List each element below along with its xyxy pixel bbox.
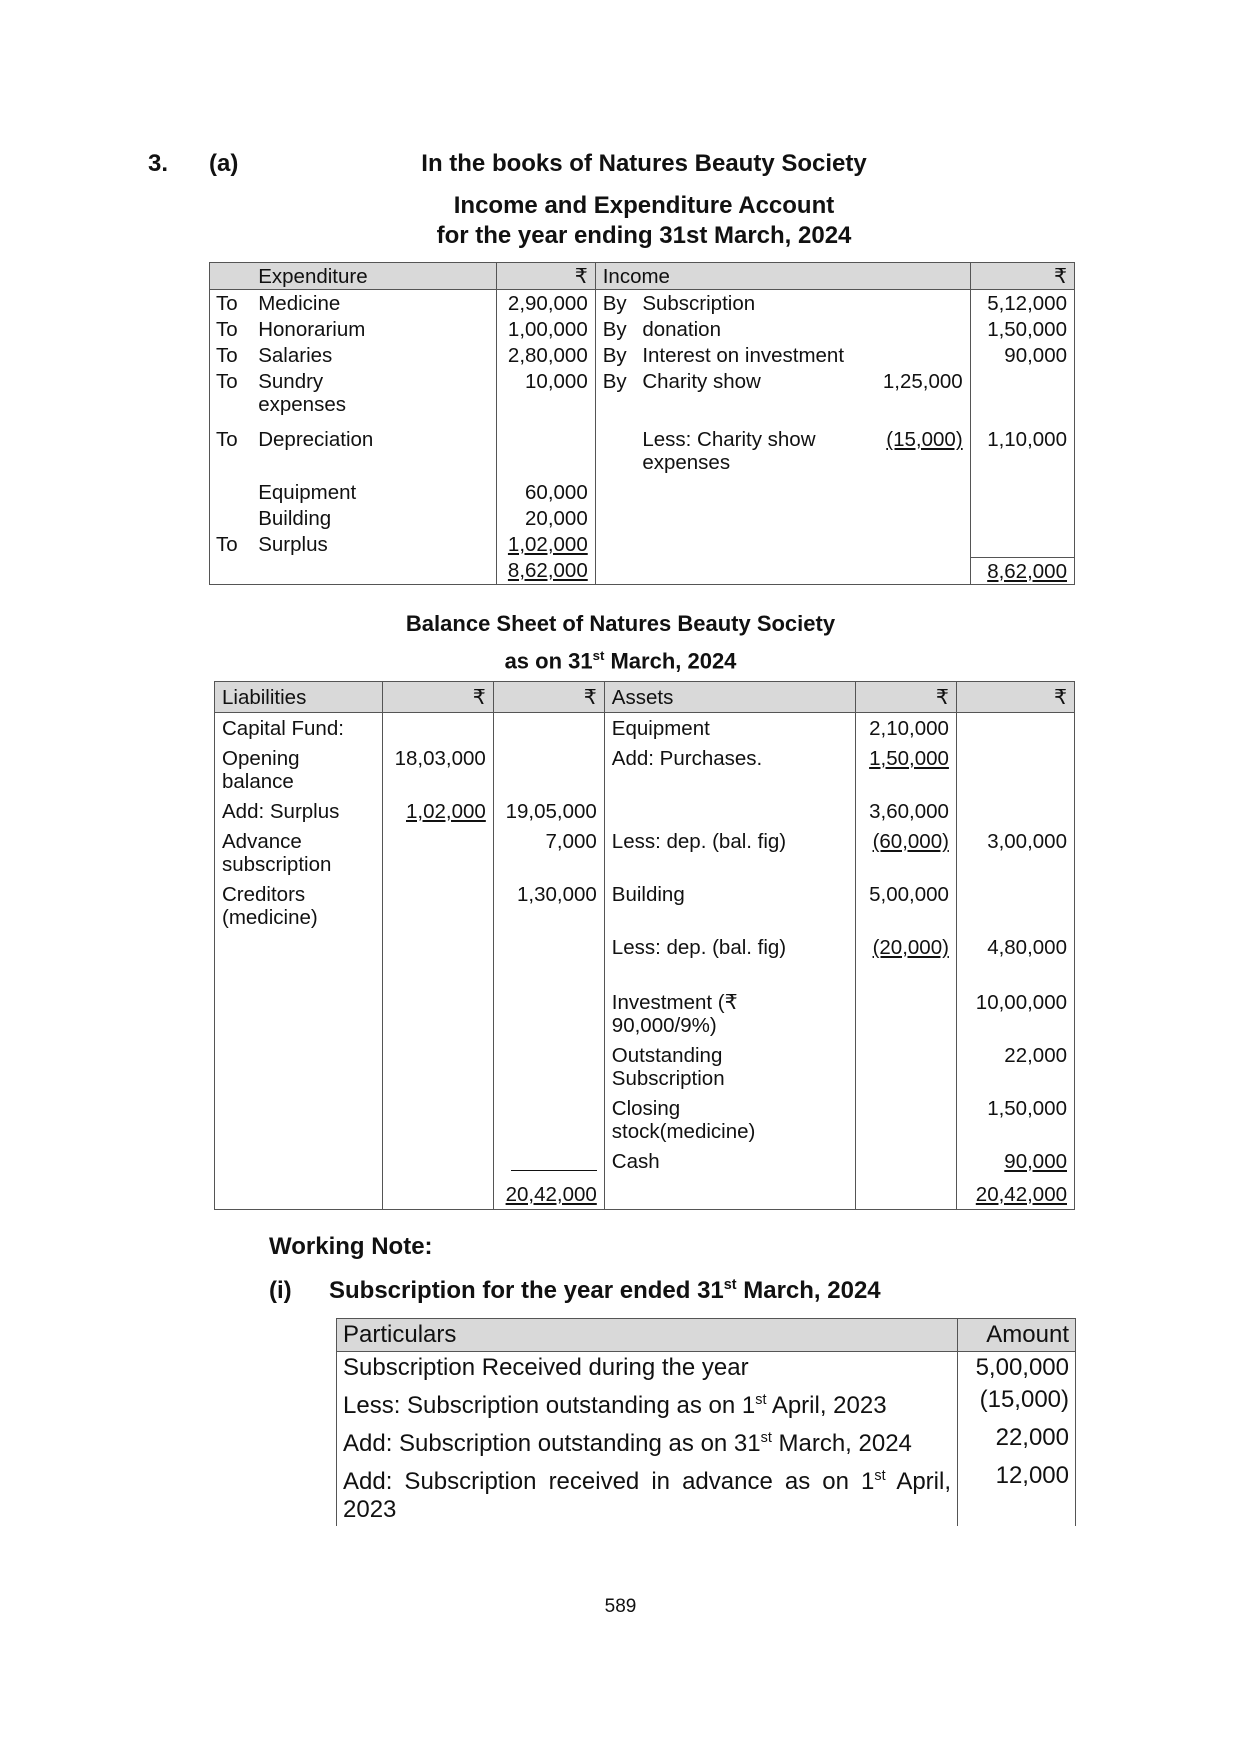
to-label: To (216, 292, 238, 315)
liability-amount: 7,000 (493, 826, 604, 879)
inc-label: Interest on investment (642, 344, 845, 367)
asset-label: Equipment (604, 713, 856, 744)
by-label: By (595, 368, 635, 417)
ie-row (210, 342, 1075, 368)
asset-label: Closing stock(medicine) (604, 1093, 856, 1146)
wt-row (337, 1422, 1076, 1460)
asset-label: Cash (604, 1146, 856, 1179)
currency-header: ₹ (493, 682, 604, 713)
exp-currency-header: ₹ (496, 263, 595, 290)
asset-inner-amount: (60,000) (872, 830, 949, 853)
asset-label: Investment (₹ 90,000/9%) (604, 987, 856, 1040)
liability-label: Capital Fund: (215, 713, 383, 744)
ie-row (210, 417, 1075, 475)
wt-particular: Subscription Received during the year (337, 1352, 958, 1385)
inc-inner-amount: 1,25,000 (882, 370, 963, 393)
ie-title-block (0, 191, 1241, 251)
liability-inner-amount: 18,03,000 (382, 743, 493, 796)
question-number: 3. (148, 150, 169, 177)
bs-subtitle: as on 31st March, 2024 (504, 648, 737, 674)
liability-amount: 19,05,000 (493, 796, 604, 826)
to-label: To (216, 318, 238, 341)
inc-total: 8,62,000 (987, 559, 1067, 583)
bs-row (215, 879, 1075, 932)
inc-amount: 1,50,000 (970, 316, 1074, 342)
exp-label: Salaries (258, 344, 333, 367)
income-header: Income (595, 263, 867, 290)
bs-row (215, 743, 1075, 796)
balance-sheet-table (214, 681, 1075, 1210)
currency-header: ₹ (856, 682, 957, 713)
by-label: By (595, 342, 635, 368)
wt-particular: Less: Subscription outstanding as on 1st April, 2023 (337, 1384, 958, 1422)
ie-subtitle: for the year ending 31st March, 2024 (436, 222, 852, 249)
exp-amount: 60,000 (496, 475, 595, 505)
wt-row (337, 1384, 1076, 1422)
asset-inner-amount: 1,50,000 (869, 747, 949, 770)
particulars-header: Particulars (337, 1319, 958, 1352)
wt-amount: 5,00,000 (958, 1352, 1076, 1385)
liabilities-total: 20,42,000 (505, 1183, 597, 1206)
asset-inner-amount: 3,60,000 (856, 796, 957, 826)
bs-header-row (215, 682, 1075, 713)
wt-row (337, 1460, 1076, 1526)
question-part: (a) (209, 150, 239, 177)
liability-label: Opening balance (215, 743, 383, 796)
exp-amount: 1,00,000 (496, 316, 595, 342)
asset-amount: 90,000 (1004, 1150, 1067, 1173)
amount-header: Amount (958, 1319, 1076, 1352)
subscription-working-table (336, 1318, 1076, 1526)
inc-amount: 90,000 (970, 342, 1074, 368)
ie-row (210, 531, 1075, 557)
inc-amount: 1,10,000 (970, 417, 1074, 475)
inc-currency-header: ₹ (970, 263, 1074, 290)
asset-amount: 1,50,000 (956, 1093, 1074, 1146)
bs-row (215, 826, 1075, 879)
liability-label: Advance subscription (215, 826, 383, 879)
bs-row (215, 932, 1075, 987)
by-label: By (595, 290, 635, 317)
expenditure-header: Expenditure (251, 263, 397, 290)
ie-row (210, 368, 1075, 417)
ie-row (210, 505, 1075, 531)
wt-header-row (337, 1319, 1076, 1352)
exp-amount: 1,02,000 (507, 533, 588, 556)
liability-label: Add: Surplus (215, 796, 383, 826)
working-note-heading: Working Note: (269, 1233, 433, 1260)
assets-header: Assets (604, 682, 856, 713)
bs-row (215, 987, 1075, 1040)
wt-amount: (15,000) (958, 1384, 1076, 1422)
asset-inner-amount: 5,00,000 (856, 879, 957, 932)
liability-inner-amount: 1,02,000 (406, 800, 486, 823)
asset-label: Less: dep. (bal. fig) (604, 932, 856, 987)
wt-row (337, 1352, 1076, 1385)
by-label: By (595, 316, 635, 342)
exp-label: Equipment (258, 481, 357, 504)
ie-row (210, 316, 1075, 342)
exp-amount: 2,90,000 (496, 290, 595, 317)
wt-amount: 12,000 (958, 1460, 1076, 1526)
bs-row (215, 713, 1075, 744)
bs-row (215, 1093, 1075, 1146)
wt-particular: Add: Subscription received in advance as on 1st April, 2023 (337, 1460, 958, 1526)
liability-label: Creditors (medicine) (215, 879, 383, 932)
exp-total: 8,62,000 (507, 559, 588, 582)
exp-amount: 2,80,000 (496, 342, 595, 368)
ie-row (210, 290, 1075, 317)
currency-header: ₹ (956, 682, 1074, 713)
to-label: To (216, 370, 238, 393)
liability-amount: 1,30,000 (493, 879, 604, 932)
bs-row (215, 1040, 1075, 1093)
inc-label: Charity show (642, 370, 761, 393)
to-label: To (216, 428, 238, 451)
asset-label: Less: dep. (bal. fig) (604, 826, 856, 879)
currency-header: ₹ (382, 682, 493, 713)
inc-label: donation (642, 318, 721, 341)
ie-row (210, 475, 1075, 505)
exp-amount: 10,000 (496, 368, 595, 417)
exp-label: Surplus (258, 533, 328, 556)
bs-title: Balance Sheet of Natures Beauty Society (405, 611, 836, 636)
asset-inner-amount: 2,10,000 (856, 713, 957, 744)
asset-inner-amount: (20,000) (872, 936, 949, 959)
bs-row (215, 796, 1075, 826)
bs-title-block (0, 608, 1241, 677)
exp-label: Building (258, 507, 332, 530)
exp-amount: 20,000 (496, 505, 595, 531)
exp-label: Depreciation (258, 428, 374, 451)
wt-amount: 22,000 (958, 1422, 1076, 1460)
inc-amount: 5,12,000 (970, 290, 1074, 317)
exp-label: Honorarium (258, 318, 366, 341)
exp-label: Medicine (258, 292, 341, 315)
income-expenditure-table (209, 262, 1075, 585)
inc-inner-amount: (15,000) (886, 428, 963, 451)
inc-label: Subscription (642, 292, 756, 315)
liabilities-header: Liabilities (215, 682, 383, 713)
bs-total-row (215, 1179, 1075, 1210)
exp-label: Sundry expenses (258, 370, 346, 416)
bs-row (215, 1146, 1075, 1179)
working-note-item-number: (i) (269, 1277, 292, 1304)
asset-amount: 22,000 (956, 1040, 1074, 1093)
asset-amount: 10,00,000 (956, 987, 1074, 1040)
to-label: To (216, 344, 238, 367)
asset-amount: 4,80,000 (956, 932, 1074, 987)
blank-rule (511, 1150, 597, 1171)
society-heading: In the books of Natures Beauty Society (421, 150, 867, 177)
assets-total: 20,42,000 (975, 1183, 1067, 1206)
wt-particular: Add: Subscription outstanding as on 31st March, 2024 (337, 1422, 958, 1460)
asset-label: Building (604, 879, 856, 932)
ie-header-row (210, 263, 1075, 290)
to-label: To (216, 533, 238, 556)
working-note-title: Subscription for the year ended 31st March, 2024 (329, 1277, 881, 1304)
inc-label: Less: Charity show expenses (642, 428, 816, 474)
asset-label: Outstanding Subscription (604, 1040, 856, 1093)
ie-total-row (210, 557, 1075, 584)
asset-amount: 3,00,000 (956, 826, 1074, 879)
asset-label: Add: Purchases. (604, 743, 856, 796)
page-number: 589 (604, 1596, 637, 1617)
ie-title: Income and Expenditure Account (453, 192, 835, 219)
